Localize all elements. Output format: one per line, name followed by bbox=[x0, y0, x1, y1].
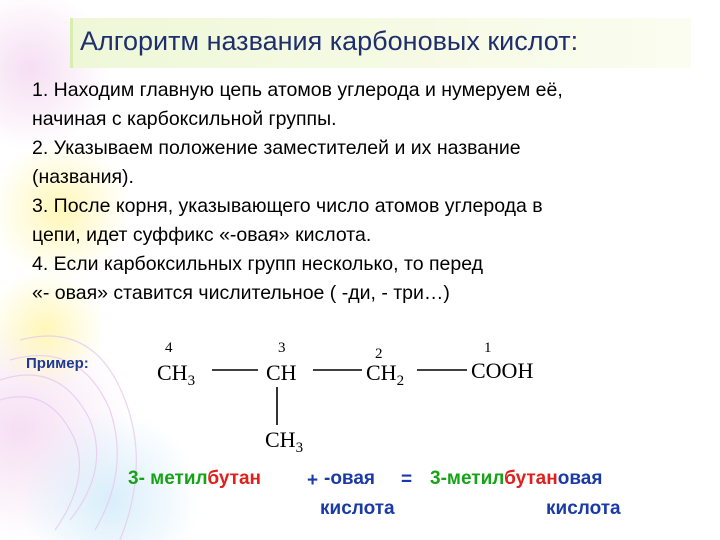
carbon-number-1: 1 bbox=[484, 340, 492, 356]
eq-right-suffix: овая bbox=[557, 468, 603, 489]
step-line: 4. Если карбоксильных групп несколько, то перед bbox=[32, 253, 483, 275]
equation-right bbox=[430, 468, 602, 490]
step-line: 3. После корня, указывающего число атомов углерода в bbox=[32, 195, 543, 217]
eq-equals: = bbox=[401, 469, 413, 490]
ch2-subscript: 2 bbox=[396, 373, 405, 389]
step-line: «- овая» ставится числительное ( -ди, - три…) bbox=[32, 282, 450, 304]
page-title: Алгоритм названия карбоновых кислот: bbox=[80, 26, 579, 56]
step-line: (названия). bbox=[32, 166, 134, 188]
ch-group: CH bbox=[266, 360, 297, 385]
eq-plus: + bbox=[307, 470, 319, 491]
step-line: 2. Указываем положение заместителей и их название bbox=[32, 137, 521, 159]
ch3-subscript: 3 bbox=[187, 373, 196, 389]
ch3-group: CH bbox=[157, 360, 188, 385]
carbon-number-3: 3 bbox=[278, 340, 286, 356]
eq-left-prefix: 3- метил bbox=[128, 468, 208, 489]
svg-text:CH2 bbox=[366, 360, 404, 389]
eq-right-root: бутан bbox=[504, 468, 558, 489]
eq-kislota-right: кислота bbox=[546, 498, 621, 519]
carbon-number-4: 4 bbox=[165, 340, 173, 356]
step-line: 1. Находим главную цепь атомов углерода и нумеруем её, bbox=[32, 79, 563, 101]
svg-text:CH3 bbox=[265, 427, 303, 456]
step-line: цепи, идет суффикс «-овая» кислота. bbox=[32, 224, 372, 246]
carbon-number-2: 2 bbox=[375, 346, 383, 362]
equation-left bbox=[128, 468, 261, 490]
ch2-group: CH bbox=[366, 360, 397, 385]
branch-ch3-subscript: 3 bbox=[295, 440, 304, 456]
svg-text:CH3 bbox=[157, 360, 195, 389]
cooh-group: COOH bbox=[471, 358, 534, 383]
example-label: Пример: bbox=[26, 355, 89, 372]
branch-ch3-group: CH bbox=[265, 427, 296, 452]
eq-right-prefix: 3-метил bbox=[430, 468, 505, 489]
eq-left-root: бутан bbox=[207, 468, 261, 489]
step-line: начиная с карбоксильной группы. bbox=[32, 108, 337, 130]
eq-kislota-left: кислота bbox=[320, 498, 395, 519]
eq-suffix: -овая bbox=[324, 468, 376, 489]
